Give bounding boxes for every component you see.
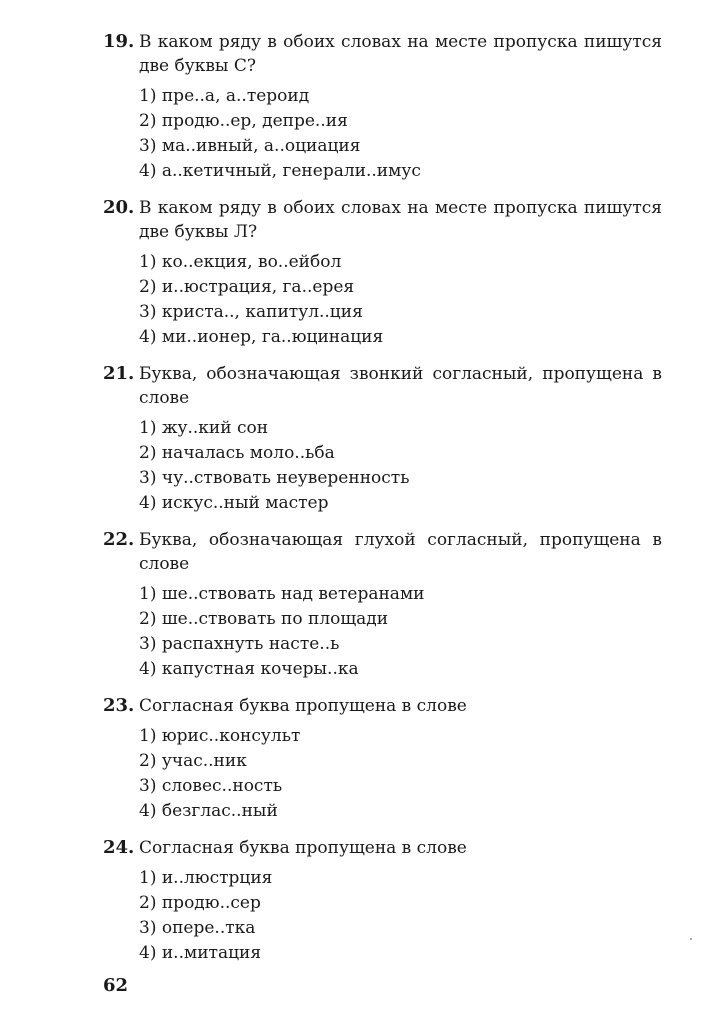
question-text: Буква, обозначающая звонкий согласный, пропущена в слове <box>139 364 662 408</box>
question-number: 21. <box>103 363 135 384</box>
question-number: 23. <box>103 695 135 716</box>
answer-options <box>139 582 662 682</box>
answer-option-1: 1) юрис..консульт <box>139 726 301 746</box>
answer-options <box>139 416 662 516</box>
question-text: В каком ряду в обоих словах на месте пропуска пишутся две буквы Л? <box>139 198 662 242</box>
question-header <box>103 196 662 244</box>
answer-option-4: 4) и..митация <box>139 943 262 963</box>
answer-option-2: 2) учас..ник <box>139 751 247 771</box>
answer-option-4: 4) безглас..ный <box>139 801 278 821</box>
answer-option-2: 2) продю..сер <box>139 893 261 913</box>
question-text: Согласная буква пропущена в слове <box>139 838 467 858</box>
question-24 <box>103 836 662 966</box>
question-23 <box>103 694 662 824</box>
question-header <box>103 362 662 410</box>
answer-option-3: 3) ма..ивный, а..оциация <box>139 136 361 156</box>
answer-option-3: 3) криста.., капитул..ция <box>139 302 363 322</box>
question-text: В каком ряду в обоих словах на месте пропуска пишутся две буквы С? <box>139 32 662 76</box>
question-header <box>103 836 662 860</box>
answer-option-1: 1) ко..екция, во..ейбол <box>139 252 342 272</box>
question-20 <box>103 196 662 350</box>
answer-option-2: 2) ше..ствовать по площади <box>139 609 389 629</box>
page-number: 62 <box>103 975 129 996</box>
question-header <box>103 694 662 718</box>
answer-option-2: 2) и..юстрация, га..ерея <box>139 277 355 297</box>
answer-option-3: 3) опере..тка <box>139 918 256 938</box>
answer-option-2: 2) продю..ер, депре..ия <box>139 111 348 131</box>
question-number: 24. <box>103 837 135 858</box>
question-number: 22. <box>103 529 135 550</box>
answer-option-4: 4) ми..ионер, га..юцинация <box>139 327 384 347</box>
answer-option-1: 1) и..люстрция <box>139 868 273 888</box>
question-number: 20. <box>103 197 135 218</box>
question-text: Согласная буква пропущена в слове <box>139 696 467 716</box>
answer-option-1: 1) жу..кий сон <box>139 418 269 438</box>
answer-option-4: 4) искус..ный мастер <box>139 493 329 513</box>
answer-option-3: 3) словес..ность <box>139 776 283 796</box>
question-19 <box>103 30 662 184</box>
answer-options <box>139 866 662 966</box>
answer-option-3: 3) чу..ствовать неуверенность <box>139 468 410 488</box>
question-header <box>103 528 662 576</box>
answer-option-4: 4) а..кетичный, генерали..имус <box>139 161 421 181</box>
question-21 <box>103 362 662 516</box>
answer-option-4: 4) капустная кочеры..ка <box>139 659 359 679</box>
question-header <box>103 30 662 78</box>
question-number: 19. <box>103 31 135 52</box>
answer-option-2: 2) началась моло..ьба <box>139 443 335 463</box>
answer-options <box>139 724 662 824</box>
answer-options <box>139 250 662 350</box>
answer-option-3: 3) распахнуть насте..ь <box>139 634 340 654</box>
question-22 <box>103 528 662 682</box>
answer-options <box>139 84 662 184</box>
answer-option-1: 1) ше..ствовать над ветеранами <box>139 584 425 604</box>
scan-speck <box>690 938 692 940</box>
question-text: Буква, обозначающая глухой согласный, пропущена в слове <box>139 530 662 574</box>
answer-option-1: 1) пре..а, а..тероид <box>139 86 310 106</box>
